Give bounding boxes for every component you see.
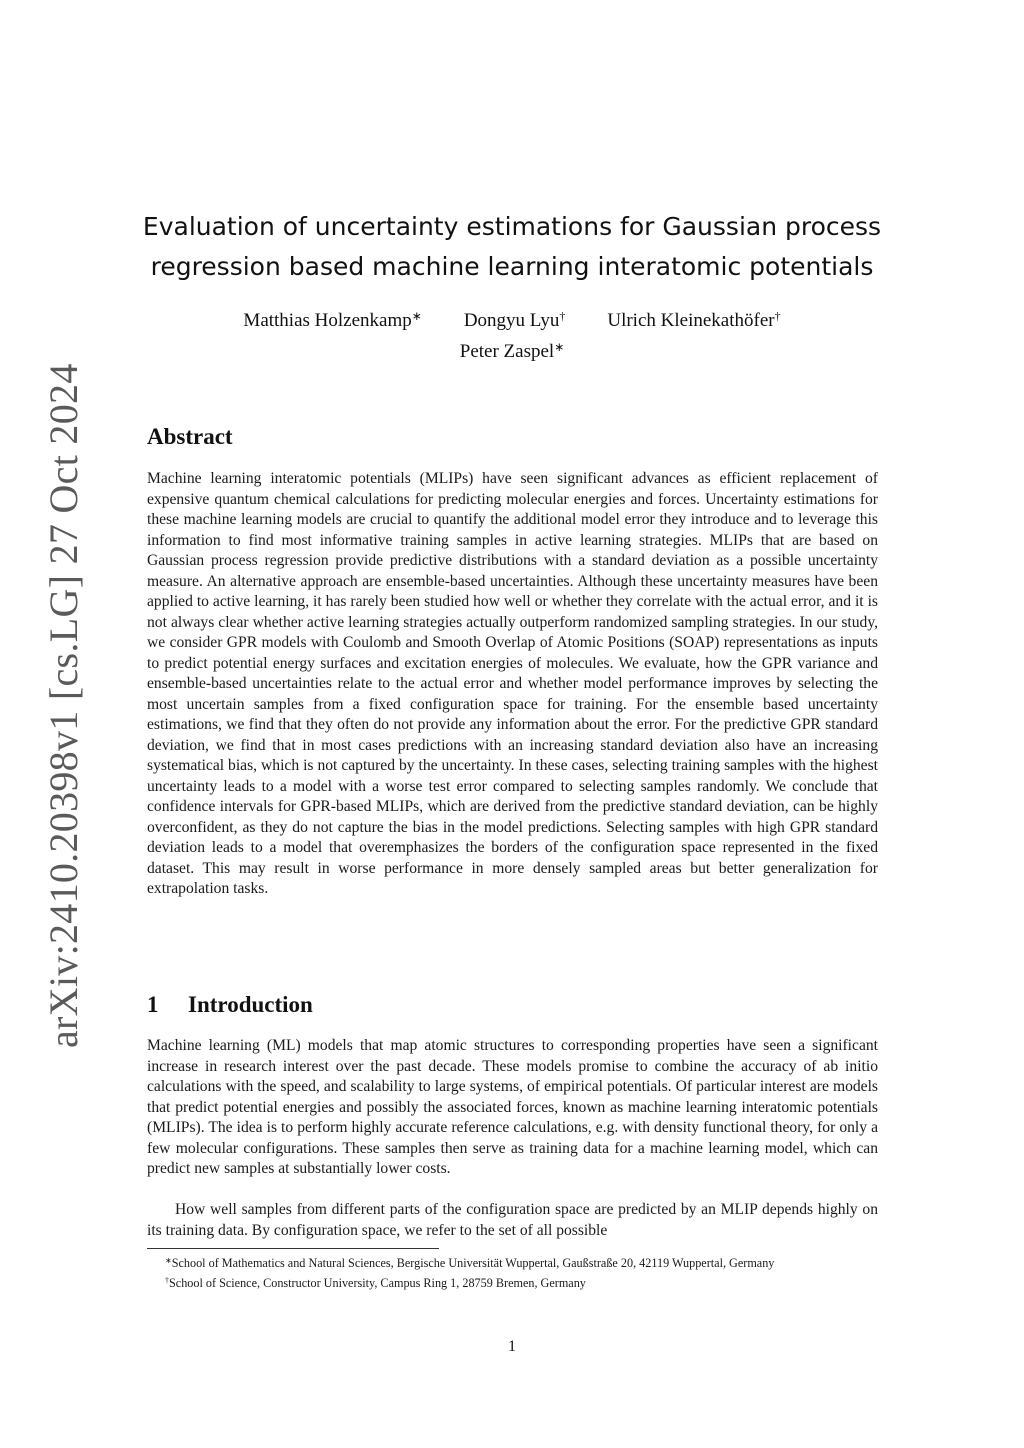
title-line-2: regression based machine learning interatomic potentials [150,252,874,281]
title-line-1: Evaluation of uncertainty estimations for Gaussian process [142,212,882,241]
footnotes [147,1253,878,1292]
intro-paragraph-1: Machine learning (ML) models that map atomic structures to corresponding properties have seen a significant increase in research interest over the past decade. These models promise to combine the accuracy of ab initio calculations with the speed, and scalability to large systems, of empirical potentials. Of particular interest are models that predict potential energies and possibly the associated forces, known as machine learning interatomic potentials (MLIPs). The idea is to perform highly accurate reference calculations, e.g. with density functional theory, for only a few molecular configurations. These samples then serve as training data for a machine learning model, which can predict new samples at substantially lower costs. [147,1037,878,1177]
abstract-text: Machine learning interatomic potentials (MLIPs) have seen significant advances as efficient replacement of expensive quantum chemical calculations for predicting molecular energies and forces. Uncertainty estimations for these machine learning models are crucial to quantify the additional model error they introduce and to leverage this information to find most informative training samples in active learning strategies. MLIPs that are based on Gaussian process regression provide predictive distributions with a standard deviation as a possible uncertainty measure. An alternative approach are ensemble-based uncertainties. Although these uncertainty measures have been applied to active learning, it has rarely been studied how well or whether they correlate with the actual error, and it is not always clear whether active learning strategies actually outperform randomized sampling strategies. In our study, we consider GPR models with Coulomb and Smooth Overlap of Atomic Positions (SOAP) representations as inputs to predict potential energy surfaces and excitation energies of molecules. We evaluate, how the GPR variance and ensemble-based uncertainties relate to the actual error and whether model performance improves by selecting the most uncertain samples from a fixed configuration space for training. For the ensemble based uncertainty estimations, we find that they often do not provide any information about the error. For the predictive GPR standard deviation, we find that in most cases predictions with an increasing standard deviation also have an increasing systematical bias, which is not captured by the uncertainty. In these cases, selecting training samples with the highest uncertainty leads to a model with a worse test error compared to selecting samples randomly. We conclude that confidence intervals for GPR-based MLIPs, which are derived from the predictive standard deviation, can be highly overconfident, as they do not capture the bias in the model predictions. Selecting samples with high GPR standard deviation leads to a model that overemphasizes the borders of the configuration space represented in the fixed dataset. This may result in worse performance in more densely sampled areas but better generalization for extrapolation tasks. [147,470,878,897]
paper-title [112,207,912,287]
author-row-2 [112,334,912,365]
footnote: †School of Science, Constructor University, Campus Ring 1, 28759 Bremen, Germany [165,1275,586,1290]
footnote-divider [147,1248,439,1249]
author: Matthias Holzenkamp∗ [243,309,422,331]
section-title: Introduction [188,992,313,1017]
intro-paragraph-2: How well samples from different parts of the configuration space are predicted by an MLIP depends highly on its training data. By configuration space, we refer to the set of all possible [147,1201,878,1239]
arxiv-identifier-stamp: arXiv:2410.20398v1 [cs.LG] 27 Oct 2024 [41,363,86,1048]
author: Ulrich Kleinekathöfer† [607,309,781,331]
author: Peter Zaspel∗ [459,340,565,362]
author: Dongyu Lyu† [463,309,566,331]
section-heading-introduction [147,992,313,1018]
author-row-1 [112,303,912,334]
abstract-heading: Abstract [147,424,233,449]
footnote: ∗School of Mathematics and Natural Sciences, Bergische Universität Wuppertal, Gaußstraße 20, 42119 Wuppertal, Germany [165,1256,775,1270]
author-block [112,303,912,365]
section-number: 1 [147,992,159,1017]
page-number: 1 [508,1338,516,1355]
